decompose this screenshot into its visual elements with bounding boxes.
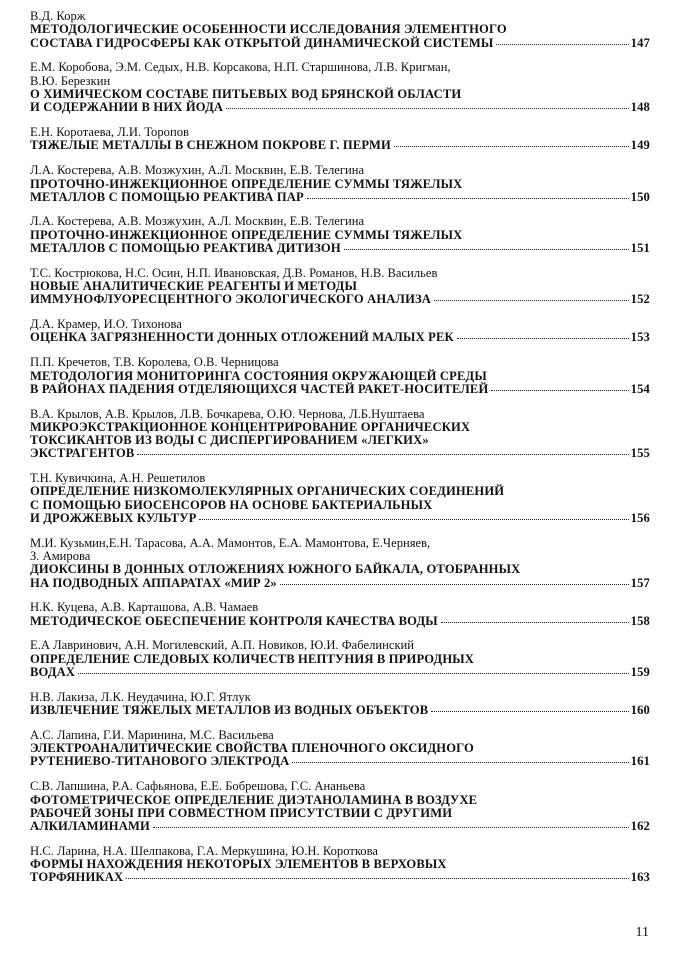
- toc-entry: [30, 601, 650, 628]
- toc-entry: [30, 639, 650, 679]
- authors-line: П.П. Кречетов, Т.В. Королева, О.В. Черницова: [30, 355, 279, 370]
- dot-leader: [491, 390, 628, 391]
- entry-title: [30, 653, 650, 679]
- dot-leader: [199, 519, 628, 520]
- title-text: ЭКСТРАГЕНТОВ: [30, 446, 135, 461]
- entry-title: [30, 421, 650, 461]
- entry-authors: [30, 691, 650, 704]
- title-line: [30, 331, 650, 344]
- entry-authors: [30, 215, 650, 228]
- dot-leader: [126, 878, 628, 879]
- title-line: [30, 858, 650, 871]
- dot-leader: [292, 762, 628, 763]
- title-line: [30, 577, 650, 590]
- dot-leader: [344, 249, 629, 250]
- entry-authors: [30, 126, 650, 139]
- page-ref: 153: [630, 330, 650, 345]
- entry-title: [30, 178, 650, 204]
- entry-authors: [30, 780, 650, 793]
- authors-line: Е.А Лавринович, А.Н. Могилевский, А.П. Новиков, Ю.И. Фабелинский: [30, 638, 415, 653]
- title-line: [30, 615, 650, 628]
- title-text: ОЦЕНКА ЗАГРЯЗНЕННОСТИ ДОННЫХ ОТЛОЖЕНИЙ МАЛЫХ РЕК: [30, 330, 454, 345]
- page-ref: 161: [630, 754, 650, 769]
- table-of-contents: [30, 10, 650, 896]
- title-line: [30, 871, 650, 884]
- title-line: [30, 499, 650, 512]
- dot-leader: [457, 338, 629, 339]
- dot-leader: [280, 584, 629, 585]
- page-number: 11: [635, 925, 649, 940]
- toc-entry: [30, 691, 650, 718]
- authors-line: А.С. Лапина, Г.И. Маринина, М.С. Васильева: [30, 727, 274, 742]
- page-ref: 152: [630, 292, 650, 307]
- dot-leader: [137, 454, 628, 455]
- authors-line: Н.С. Ларина, Н.А. Шелпакова, Г.А. Меркушина, Ю.Н. Короткова: [30, 843, 378, 858]
- entry-authors: [30, 537, 650, 564]
- authors-line: Н.В. Лакиза, Л.К. Неудачина, Ю.Г. Ятлук: [30, 689, 251, 704]
- title-line: [30, 512, 650, 525]
- authors-line: В.А. Крылов, А.В. Крылов, Л.В. Бочкарева, О.Ю. Чернова, Л.Б.Нуштаева: [30, 406, 425, 421]
- entry-authors: [30, 10, 650, 23]
- title-line: [30, 383, 650, 396]
- title-line: [30, 139, 650, 152]
- title-text: И ДРОЖЖЕВЫХ КУЛЬТУР: [30, 510, 197, 525]
- dot-leader: [226, 108, 628, 109]
- title-text: НА ПОДВОДНЫХ АППАРАТАХ «МИР 2»: [30, 575, 277, 590]
- entry-authors: [30, 845, 650, 858]
- title-line: [30, 370, 650, 383]
- page-ref: 151: [630, 241, 650, 256]
- title-text: МЕТАЛЛОВ С ПОМОЩЬЮ РЕАКТИВА ДИТИЗОН: [30, 241, 341, 256]
- title-text: ИММУНОФЛУОРЕСЦЕНТНОГО ЭКОЛОГИЧЕСКОГО АНАЛИЗА: [30, 292, 432, 307]
- entry-authors: [30, 639, 650, 652]
- page-ref: 155: [630, 446, 650, 461]
- authors-line: Т.Н. Кувичкина, А.Н. Решетилов: [30, 471, 206, 486]
- title-text: АЛКИЛАМИНАМИ: [30, 818, 150, 833]
- title-text: ТОРФЯНИКАХ: [30, 870, 124, 885]
- authors-line: Е.М. Коробова, Э.М. Седых, Н.В. Корсакова, Н.П. Старшинова, Л.В. Кригман,: [30, 60, 451, 75]
- title-line: [30, 101, 650, 114]
- title-text: СОСТАВА ГИДРОСФЕРЫ КАК ОТКРЫТОЙ ДИНАМИЧЕСКОЙ СИСТЕМЫ: [30, 35, 494, 50]
- authors-line: В.Д. Корж: [30, 9, 86, 23]
- toc-entry: [30, 215, 650, 255]
- toc-entry: [30, 472, 650, 525]
- title-text: РУТЕНИЕВО-ТИТАНОВОГО ЭЛЕКТРОДА: [30, 754, 290, 769]
- entry-authors: [30, 601, 650, 614]
- title-text: В РАЙОНАХ ПАДЕНИЯ ОТДЕЛЯЮЩИХСЯ ЧАСТЕЙ РАКЕТ-НОСИТЕЛЕЙ: [30, 381, 489, 396]
- page-ref: 159: [630, 664, 650, 679]
- entry-title: [30, 794, 650, 834]
- title-text: ПРОТОЧНО-ИНЖЕКЦИОННОЕ ОПРЕДЕЛЕНИЕ СУММЫ ТЯЖЕЛЫХ: [30, 176, 463, 191]
- title-text: МИКРОЭКСТРАКЦИОННОЕ КОНЦЕНТРИРОВАНИЕ ОРГАНИЧЕСКИХ: [30, 419, 471, 434]
- dot-leader: [307, 198, 629, 199]
- toc-entry: [30, 61, 650, 114]
- entry-authors: [30, 472, 650, 485]
- title-text: НОВЫЕ АНАЛИТИЧЕСКИЕ РЕАГЕНТЫ И МЕТОДЫ: [30, 279, 358, 294]
- title-line: [30, 653, 650, 666]
- authors-line: С.В. Лапшина, Р.А. Сафьянова, Е.Е. Бобрешова, Г.С. Ананьева: [30, 779, 366, 794]
- title-text: ОПРЕДЕЛЕНИЕ НИЗКОМОЛЕКУЛЯРНЫХ ОРГАНИЧЕСКИХ СОЕДИНЕНИЙ: [30, 484, 505, 499]
- dot-leader: [434, 300, 629, 301]
- entry-authors: [30, 164, 650, 177]
- entry-title: [30, 88, 650, 114]
- title-text: ЭЛЕКТРОАНАЛИТИЧЕСКИЕ СВОЙСТВА ПЛЕНОЧНОГО ОКСИДНОГО: [30, 741, 474, 756]
- title-text: ФОТОМЕТРИЧЕСКОЕ ОПРЕДЕЛЕНИЕ ДИЭТАНОЛАМИНА В ВОЗДУХЕ: [30, 792, 478, 807]
- entry-authors: [30, 61, 650, 88]
- toc-entry: [30, 356, 650, 396]
- title-line: [30, 666, 650, 679]
- toc-entry: [30, 126, 650, 153]
- title-text: И СОДЕРЖАНИИ В НИХ ЙОДА: [30, 100, 224, 115]
- toc-entry: [30, 267, 650, 307]
- title-text: ТЯЖЕЛЫЕ МЕТАЛЛЫ В СНЕЖНОМ ПОКРОВЕ Г. ПЕРМИ: [30, 138, 391, 153]
- authors-line: Л.А. Костерева, А.В. Мозжухин, А.Л. Москвин, Е.В. Телегина: [30, 214, 365, 229]
- title-line: [30, 191, 650, 204]
- toc-entry: [30, 729, 650, 769]
- title-line: [30, 807, 650, 820]
- entry-authors: [30, 318, 650, 331]
- entry-title: [30, 563, 650, 589]
- dot-leader: [78, 673, 628, 674]
- page-ref: 150: [630, 189, 650, 204]
- authors-line: З. Амирова: [30, 548, 91, 563]
- entry-authors: [30, 408, 650, 421]
- authors-line: Н.К. Куцева, А.В. Карташова, А.В. Чамаев: [30, 600, 259, 615]
- title-line: [30, 178, 650, 191]
- authors-line: Д.А. Крамер, И.О. Тихонова: [30, 317, 182, 332]
- title-text: ВОДАХ: [30, 664, 76, 679]
- title-text: ОПРЕДЕЛЕНИЕ СЛЕДОВЫХ КОЛИЧЕСТВ НЕПТУНИЯ В ПРИРОДНЫХ: [30, 651, 475, 666]
- authors-line: М.И. Кузьмин,Е.Н. Тарасова, А.А. Мамонтов, Е.А. Мамонтова, Е.Черняев,: [30, 535, 431, 550]
- dot-leader: [431, 711, 628, 712]
- title-text: МЕТОДОЛОГИЯ МОНИТОРИНГА СОСТОЯНИЯ ОКРУЖАЮЩЕЙ СРЕДЫ: [30, 368, 487, 383]
- entry-title: [30, 485, 650, 525]
- entry-title: [30, 229, 650, 255]
- page-ref: 162: [630, 818, 650, 833]
- entry-title: [30, 139, 650, 152]
- toc-entry: [30, 318, 650, 345]
- dot-leader: [496, 44, 628, 45]
- entry-title: [30, 23, 650, 49]
- title-text: РАБОЧЕЙ ЗОНЫ ПРИ СОВМЕСТНОМ ПРИСУТСТВИИ С ДРУГИМИ: [30, 805, 453, 820]
- dot-leader: [153, 827, 629, 828]
- title-line: [30, 755, 650, 768]
- title-text: ИЗВЛЕЧЕНИЕ ТЯЖЕЛЫХ МЕТАЛЛОВ ИЗ ВОДНЫХ ОБЪЕКТОВ: [30, 703, 429, 718]
- entry-title: [30, 280, 650, 306]
- title-text: МЕТОДИЧЕСКОЕ ОБЕСПЕЧЕНИЕ КОНТРОЛЯ КАЧЕСТВА ВОДЫ: [30, 613, 438, 628]
- page-ref: 160: [630, 703, 650, 718]
- toc-entry: [30, 845, 650, 885]
- title-text: ФОРМЫ НАХОЖДЕНИЯ НЕКОТОРЫХ ЭЛЕМЕНТОВ В ВЕРХОВЫХ: [30, 857, 447, 872]
- title-text: МЕТОДОЛОГИЧЕСКИЕ ОСОБЕННОСТИ ИССЛЕДОВАНИЯ ЭЛЕМЕНТНОГО: [30, 22, 507, 37]
- authors-line: Т.С. Кострюкова, Н.С. Осин, Н.П. Ивановская, Д.В. Романов, Н.В. Васильев: [30, 265, 438, 280]
- entry-authors: [30, 356, 650, 369]
- dot-leader: [441, 622, 629, 623]
- entry-title: [30, 858, 650, 884]
- toc-entry: [30, 164, 650, 204]
- title-line: [30, 704, 650, 717]
- title-line: [30, 23, 650, 36]
- page-ref: 163: [630, 870, 650, 885]
- entry-authors: [30, 729, 650, 742]
- title-text: ПРОТОЧНО-ИНЖЕКЦИОННОЕ ОПРЕДЕЛЕНИЕ СУММЫ ТЯЖЕЛЫХ: [30, 227, 463, 242]
- entry-title: [30, 370, 650, 396]
- title-text: МЕТАЛЛОВ С ПОМОЩЬЮ РЕАКТИВА ПАР: [30, 189, 304, 204]
- title-line: [30, 447, 650, 460]
- title-text: ТОКСИКАНТОВ ИЗ ВОДЫ С ДИСПЕРГИРОВАНИЕМ «ЛЕГКИХ»: [30, 433, 429, 448]
- title-text: О ХИМИЧЕСКОМ СОСТАВЕ ПИТЬЕВЫХ ВОД БРЯНСКОЙ ОБЛАСТИ: [30, 87, 462, 102]
- dot-leader: [394, 146, 629, 147]
- toc-entry: [30, 780, 650, 833]
- title-line: [30, 563, 650, 576]
- entry-title: [30, 615, 650, 628]
- title-text: С ПОМОЩЬЮ БИОСЕНСОРОВ НА ОСНОВЕ БАКТЕРИАЛЬНЫХ: [30, 497, 433, 512]
- page-ref: 147: [630, 35, 650, 50]
- title-line: [30, 37, 650, 50]
- title-text: ДИОКСИНЫ В ДОННЫХ ОТЛОЖЕНИЯХ ЮЖНОГО БАЙКАЛА, ОТОБРАННЫХ: [30, 562, 521, 577]
- title-line: [30, 293, 650, 306]
- entry-title: [30, 742, 650, 768]
- title-line: [30, 242, 650, 255]
- page-ref: 154: [630, 381, 650, 396]
- entry-authors: [30, 267, 650, 280]
- toc-entry: [30, 408, 650, 461]
- page-ref: 148: [630, 100, 650, 115]
- entry-title: [30, 704, 650, 717]
- page-ref: 149: [630, 138, 650, 153]
- toc-entry: [30, 537, 650, 590]
- page-ref: 158: [630, 613, 650, 628]
- title-line: [30, 820, 650, 833]
- toc-entry: [30, 10, 650, 50]
- authors-line: Е.Н. Коротаева, Л.И. Торопов: [30, 125, 189, 140]
- authors-line: В.Ю. Березкин: [30, 73, 111, 88]
- page-ref: 157: [630, 575, 650, 590]
- entry-title: [30, 331, 650, 344]
- authors-line: Л.А. Костерева, А.В. Мозжухин, А.Л. Москвин, Е.В. Телегина: [30, 163, 365, 178]
- page-ref: 156: [630, 510, 650, 525]
